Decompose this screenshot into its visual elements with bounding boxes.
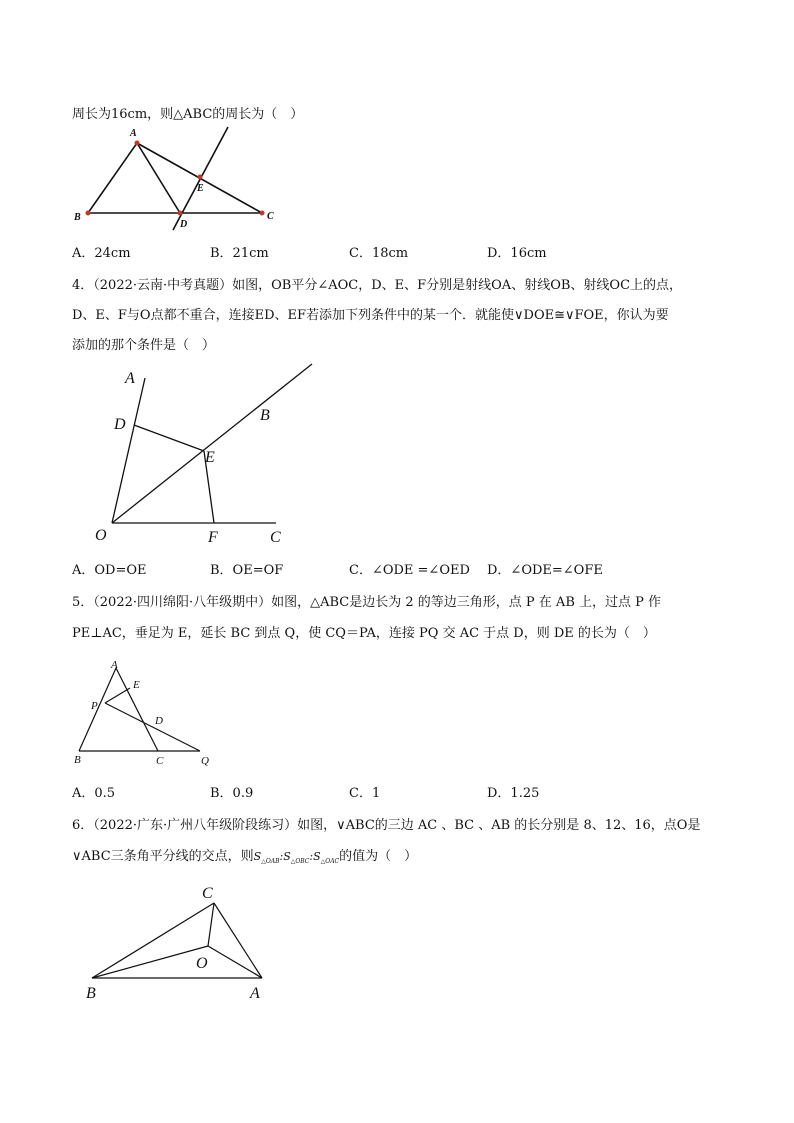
q3-label-d: D — [180, 219, 188, 230]
q3-figure — [70, 125, 274, 235]
q5-label-p: P — [91, 700, 98, 712]
q4-figure — [90, 360, 330, 550]
q5-label-b: B — [74, 754, 81, 766]
q5-stem-line1: 5．（2022·四川绵阳·八年级期中）如图，△ABC是边长为 2 的等边三角形，点 P 在 AB 上，过点 P 作 — [72, 595, 662, 610]
q3-label-e: E — [197, 183, 204, 194]
q6-stem-line1: 6．（2022·广东·广州八年级阶段练习）如图，∨ABC的三边 AC 、BC 、AB 的长分别是 8、12、16，点O是 — [72, 818, 701, 833]
q6-figure — [80, 880, 280, 1000]
q4-stem-line1: 4．（2022·云南·中考真题）如图，OB平分∠AOC，D、E、F分别是射线OA、射线OB、射线OC上的点， — [72, 278, 683, 293]
q6-stem-line2 — [72, 845, 417, 865]
q6-area-ratio: $S_{\triangle OAB}:S_{\triangle OBC}:S_{\triangle OAC}$ — [253, 850, 340, 866]
q6-label-b: B — [86, 985, 96, 1002]
q5-label-e: E — [133, 679, 140, 691]
q4-label-a: A — [125, 370, 135, 387]
q4-option-a: A．OD=OE — [72, 563, 147, 578]
q4-option-d: D．∠ODE=∠OFE — [487, 563, 603, 578]
q4-option-c: C．∠ODE =∠OED — [349, 563, 470, 578]
q6-label-a: A — [250, 985, 260, 1002]
q4-label-d: D — [114, 416, 126, 433]
q5-option-c: C．1 — [349, 786, 381, 801]
q3-option-d: D．16cm — [487, 246, 547, 261]
q4-stem-line3: 添加的那个条件是（ ） — [72, 338, 216, 353]
q5-label-a: A — [111, 659, 118, 671]
q6-stem-line2-end: 的值为（ ） — [339, 849, 418, 864]
q3-stem-tail: 周长为16cm，则△ABC的周长为（ ） — [72, 107, 304, 122]
q4-label-o: O — [95, 527, 107, 544]
q4-label-b: B — [260, 407, 270, 424]
q3-option-b: B．21cm — [210, 246, 269, 261]
q4-label-c: C — [270, 529, 281, 546]
q6-label-o: O — [196, 955, 208, 972]
q5-option-a: A．0.5 — [72, 786, 116, 801]
q3-option-a: A．24cm — [72, 246, 131, 261]
q5-stem-line2: PE⊥AC，垂足为 E，延长 BC 到点 Q，使 CQ＝PA，连接 PQ 交 AC 于点 D，则 DE 的长为（ ） — [72, 626, 656, 641]
q5-option-b: B．0.9 — [210, 786, 254, 801]
q3-label-c: C — [267, 211, 274, 222]
q3-label-b: B — [74, 212, 81, 223]
q3-label-a: A — [130, 128, 137, 139]
q4-label-e: E — [205, 449, 215, 466]
q4-stem-line2: D、E、F与O点都不重合，连接ED、EF若添加下列条件中的某一个．就能使∨DOE≅∨FOE，你认为要 — [72, 308, 669, 323]
q5-label-d: D — [155, 715, 163, 727]
q4-option-b: B．OE=OF — [210, 563, 284, 578]
q4-label-f: F — [208, 529, 218, 546]
q5-option-d: D．1.25 — [487, 786, 540, 801]
q3-option-c: C．18cm — [349, 246, 409, 261]
q6-label-c: C — [202, 885, 213, 902]
q6-stem-line2-start: ∨ABC三条角平分线的交点，则 — [72, 849, 254, 864]
q5-label-c: C — [156, 755, 164, 767]
q5-figure — [70, 655, 220, 770]
q5-label-q: Q — [201, 755, 209, 767]
